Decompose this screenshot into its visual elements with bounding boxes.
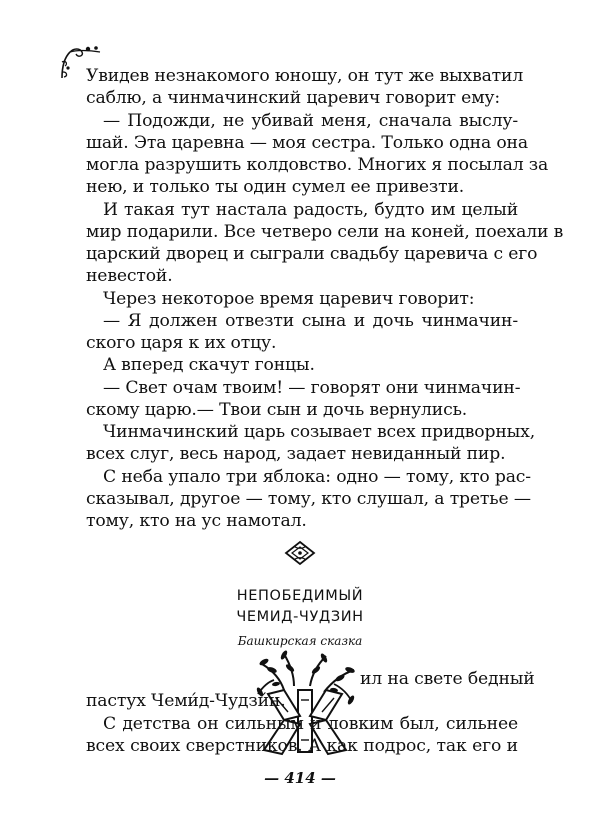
text-line: — Свет очам твоим! — говорят они чинмачин- bbox=[103, 378, 521, 398]
section-divider-ornament-icon bbox=[284, 540, 316, 566]
text-line: мир подарили. Все четверо сели на коней, поехали в bbox=[86, 222, 564, 242]
text-line: А вперед скачут гонцы. bbox=[103, 355, 315, 375]
text-line: — Я должен отвезти сына и дочь чинмачин- bbox=[103, 311, 518, 331]
text-line: тому, кто на ус намотал. bbox=[86, 511, 307, 531]
text-line: пастух Чеми́д-Чудзи́н. bbox=[86, 691, 286, 711]
text-line: царский дворец и сыграли свадьбу царевича с его bbox=[86, 244, 538, 264]
text-line: всех своих сверстников. А как подрос, так его и bbox=[86, 736, 518, 756]
text-line: С неба упало три яблока: одно — тому, кто рас- bbox=[103, 467, 531, 487]
text-line: ского царя к их отцу. bbox=[86, 333, 277, 353]
text-line: могла разрушить колдовство. Многих я посылал за bbox=[86, 155, 549, 175]
story-title-line-1: НЕПОБЕДИМЫЙ bbox=[236, 588, 364, 604]
text-line: саблю, а чинмачинский царевич говорит ему: bbox=[86, 88, 501, 108]
text-line: всех слуг, весь народ, задает невиданный пир. bbox=[86, 444, 506, 464]
text-line: шай. Эта царевна — моя сестра. Только одна она bbox=[86, 133, 528, 153]
text-line: ил на свете бедный bbox=[360, 669, 535, 689]
text-line: невестой. bbox=[86, 266, 173, 286]
story-subtitle: Башкирская сказка bbox=[237, 634, 363, 648]
text-line: — Подожди, не убивай меня, сначала выслу- bbox=[103, 111, 518, 131]
story-title-line-2: ЧЕМИД-ЧУДЗИН bbox=[236, 609, 364, 625]
text-line: Увидев незнакомого юношу, он тут же выхватил bbox=[86, 66, 524, 86]
text-line: сказывал, другое — тому, кто слушал, а третье — bbox=[86, 489, 531, 509]
text-line: Через некоторое время царевич говорит: bbox=[103, 289, 475, 309]
text-line: С детства он сильным и ловким был, сильнее bbox=[103, 714, 518, 734]
page-number: — 414 — bbox=[264, 769, 336, 787]
text-line: Чинмачинский царь созывает всех придворных, bbox=[103, 422, 536, 442]
text-line: нею, и только ты один сумел ее привезти. bbox=[86, 177, 465, 197]
text-line: скому царю.— Твои сын и дочь вернулись. bbox=[86, 400, 468, 420]
text-line: И такая тут настала радость, будто им целый bbox=[103, 200, 518, 220]
